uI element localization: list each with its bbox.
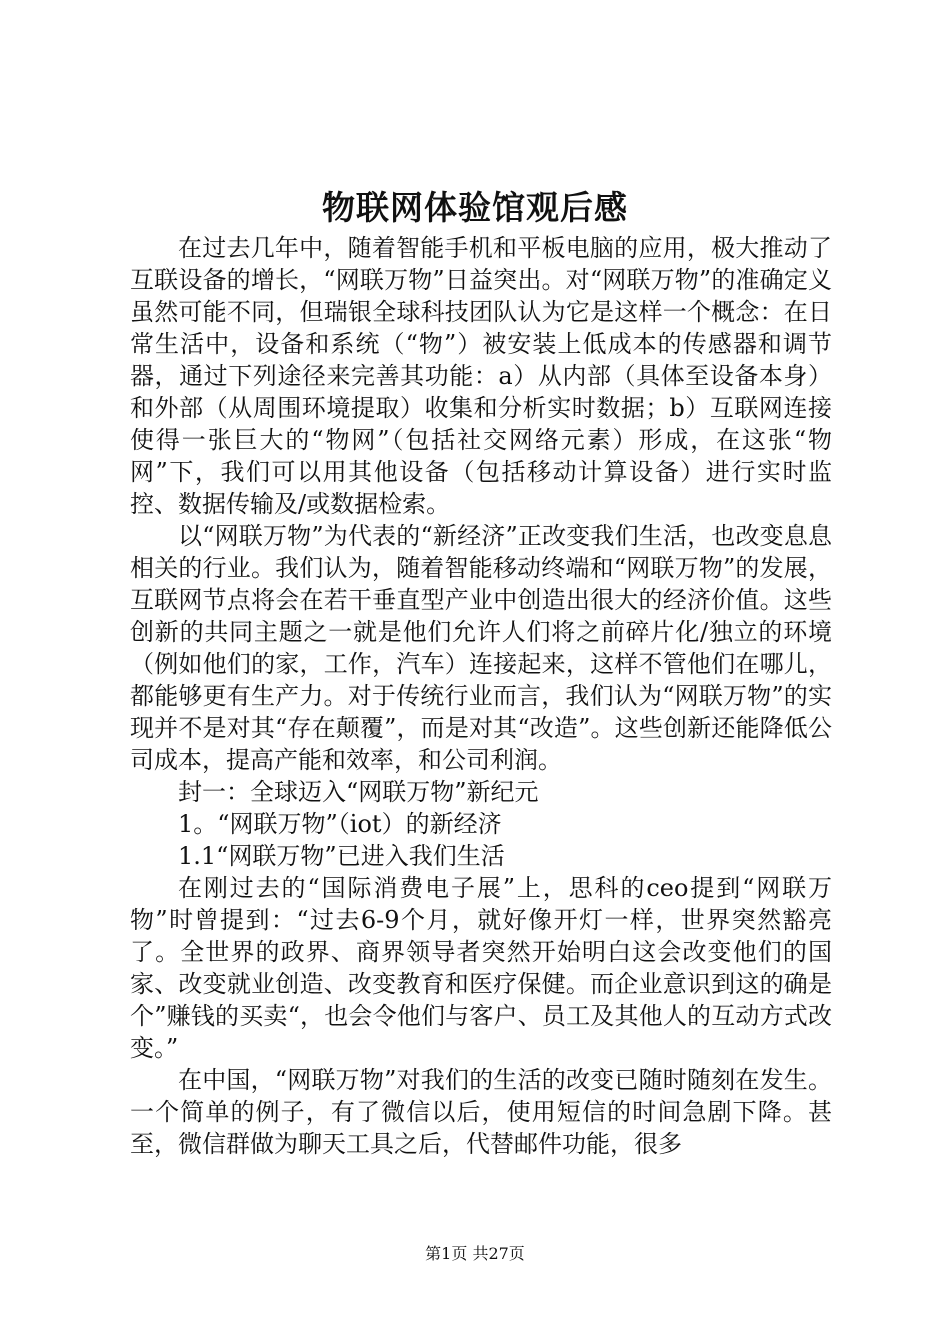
paragraph-3: 在刚过去的“国际消费电子展”上，思科的ceo提到“网联万物”时曾提到：“过去6-9个月，就好像开灯一样，世界突然豁亮了。全世界的政界、商界领导者突然开始明白这会改变他们的国家、改变就业创造、改变教育和医疗保健。而企业意识到这的确是个”赚钱的买卖“，也会令他们与客户、员工及其他人的互动方式改变。”	[130, 874, 832, 1062]
section-heading-1: 封一：全球迈入“网联万物”新纪元	[178, 778, 539, 806]
section-heading-3: 1.1“网联万物”已进入我们生活	[178, 842, 505, 870]
page-footer: 第1页 共27页	[425, 1244, 525, 1263]
paragraph-1: 在过去几年中，随着智能手机和平板电脑的应用，极大推动了互联设备的增长，“网联万物”日益突出。对“网联万物”的准确定义虽然可能不同，但瑞银全球科技团队认为它是这样一个概念：在日常生活中，设备和系统（“物”）被安装上低成本的传感器和调节器，通过下列途径来完善其功能：a）从内部（具体至设备本身）和外部（从周围环境提取）收集和分析实时数据；b）互联网连接使得一张巨大的“物网”（包括社交网络元素）形成，在这张“物网”下，我们可以用其他设备（包括移动计算设备）进行实时监控、数据传输及/或数据检索。	[130, 234, 832, 518]
document-body	[130, 232, 832, 1160]
section-heading-2: 1。“网联万物”（iot）的新经济	[178, 810, 502, 838]
paragraph-4: 在中国，“网联万物”对我们的生活的改变已随时随刻在发生。一个简单的例子，有了微信以后，使用短信的时间急剧下降。甚至，微信群做为聊天工具之后，代替邮件功能，很多	[130, 1066, 832, 1158]
document-title: 物联网体验馆观后感	[322, 188, 628, 227]
paragraph-2: 以“网联万物”为代表的“新经济”正改变我们生活，也改变息息相关的行业。我们认为，随着智能移动终端和“网联万物”的发展，互联网节点将会在若干垂直型产业中创造出很大的经济价值。这些创新的共同主题之一就是他们允许人们将之前碎片化/独立的环境（例如他们的家，工作，汽车）连接起来，这样不管他们在哪儿，都能够更有生产力。对于传统行业而言，我们认为“网联万物”的实现并不是对其“存在颠覆”，而是对其“改造”。这些创新还能降低公司成本，提高产能和效率，和公司利润。	[130, 522, 832, 774]
